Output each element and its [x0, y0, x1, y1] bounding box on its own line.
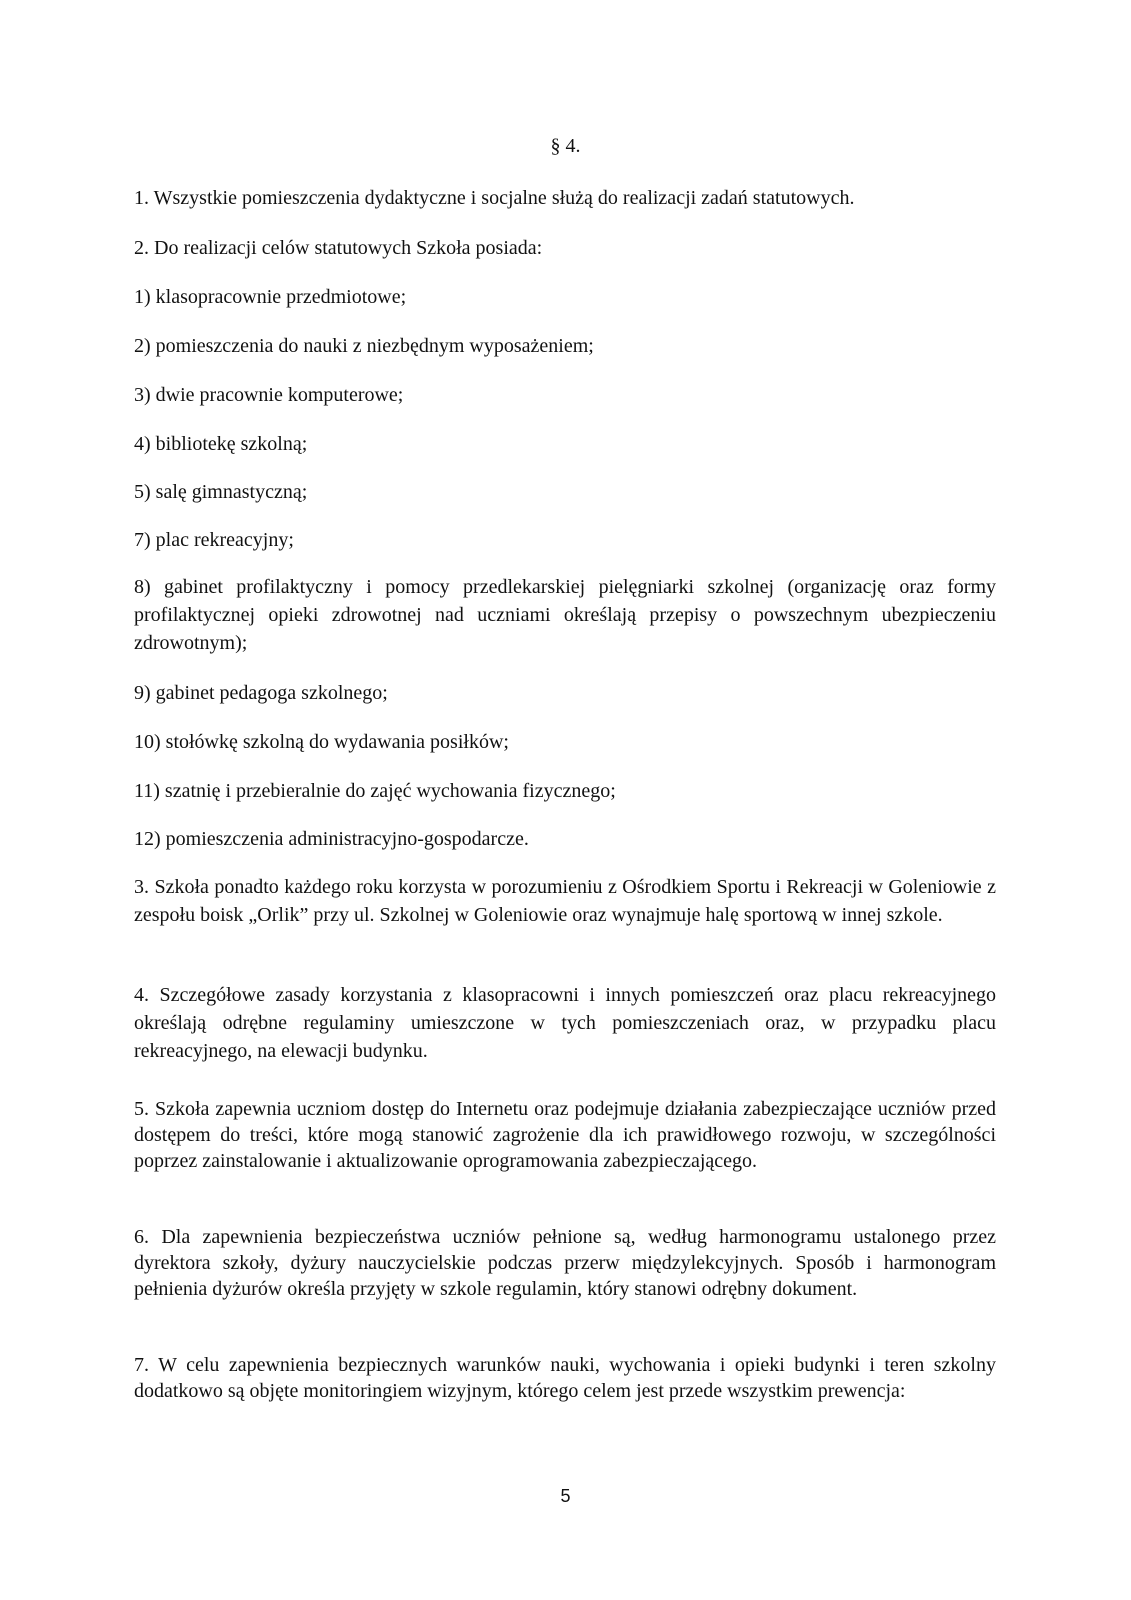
list-item-3: 3) dwie pracownie komputerowe; — [134, 384, 404, 406]
list-item-5: 5) salę gimnastyczną; — [134, 481, 308, 503]
list-item-10: 10) stołówkę szkolną do wydawania posiłków; — [134, 731, 509, 753]
paragraph-2: 2. Do realizacji celów statutowych Szkoła posiada: — [134, 237, 543, 259]
list-item-2: 2) pomieszczenia do nauki z niezbędnym wyposażeniem; — [134, 335, 594, 357]
paragraph-1: 1. Wszystkie pomieszczenia dydaktyczne i socjalne służą do realizacji zadań statutowych. — [134, 187, 855, 209]
paragraph-5: 5. Szkoła zapewnia uczniom dostęp do Internetu oraz podejmuje działania zabezpieczające uczniów przed dostępem do treści, które mogą stanowić zagrożenie dla ich prawidłowego rozwoju, w szczególności poprzez zainstalowanie i aktualizowanie oprogramowania zabezpieczającego. — [134, 1098, 996, 1172]
list-item-1: 1) klasopracownie przedmiotowe; — [134, 286, 407, 308]
paragraph-4: 4. Szczegółowe zasady korzystania z klasopracowni i innych pomieszczeń oraz placu rekreacyjnego określają odrębne regulaminy umieszczone w tych pomieszczeniach oraz, w przypadku placu rekreacyjnego, na elewacji budynku. — [134, 984, 996, 1062]
section-heading: § 4. — [550, 135, 581, 157]
list-item-11: 11) szatnię i przebieralnie do zajęć wychowania fizycznego; — [134, 780, 616, 802]
paragraph-7: 7. W celu zapewnienia bezpiecznych warunków nauki, wychowania i opieki budynki i teren szkolny dodatkowo są objęte monitoringiem wizyjnym, którego celem jest przede wszystkim prewencja: — [134, 1354, 996, 1402]
list-item-8: 8) gabinet profilaktyczny i pomocy przedlekarskiej pielęgniarki szkolnej (organizację oraz formy profilaktycznej opieki zdrowotnej nad uczniami określają przepisy o powszechnym ubezpieczeniu zdrowotnym); — [134, 576, 996, 654]
list-item-4: 4) bibliotekę szkolną; — [134, 433, 308, 455]
paragraph-6: 6. Dla zapewnienia bezpieczeństwa uczniów pełnione są, według harmonogramu ustalonego przez dyrektora szkoły, dyżury nauczycielskie podczas przerw międzylekcyjnych. Sposób i harmonogram pełnienia dyżurów określa przyjęty w szkole regulamin, który stanowi odrębny dokument. — [134, 1226, 996, 1300]
list-item-12: 12) pomieszczenia administracyjno-gospodarcze. — [134, 828, 529, 850]
paragraph-3: 3. Szkoła ponadto każdego roku korzysta w porozumieniu z Ośrodkiem Sportu i Rekreacji w Goleniowie z zespołu boisk „Orlik” przy ul. Szkolnej w Goleniowie oraz wynajmuje halę sportową w innej szkole. — [134, 876, 996, 926]
list-item-9: 9) gabinet pedagoga szkolnego; — [134, 682, 388, 704]
page-number: 5 — [560, 1486, 571, 1506]
list-item-7: 7) plac rekreacyjny; — [134, 529, 294, 551]
